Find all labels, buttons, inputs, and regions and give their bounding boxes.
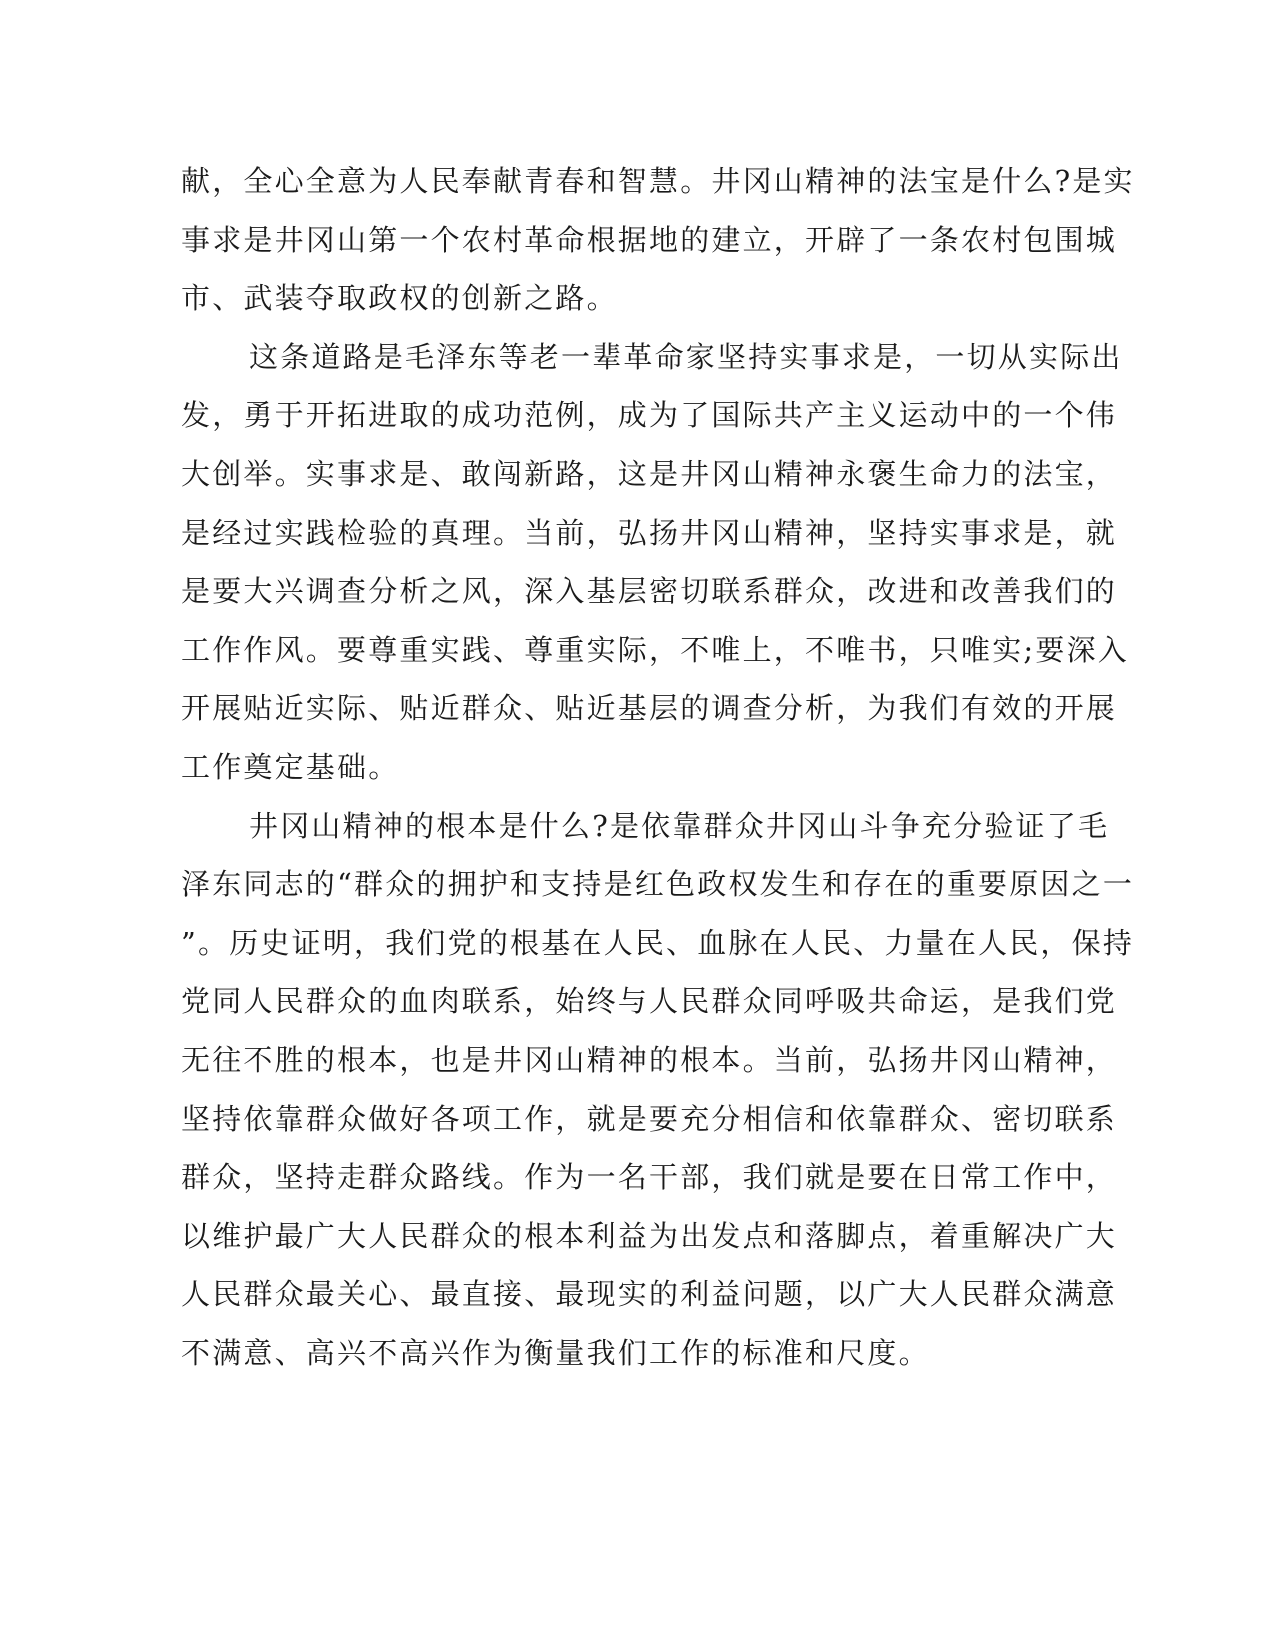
text-line: 以维护最广大人民群众的根本利益为出发点和落脚点，着重解决广大	[181, 1218, 1118, 1253]
paragraph-2	[181, 328, 1129, 797]
text-line: 群众，坚持走群众路线。作为一名干部，我们就是要在日常工作中，	[181, 1160, 1118, 1195]
text-line: 不满意、高兴不高兴作为衡量我们工作的标准和尺度。	[181, 1335, 930, 1370]
text-line: 坚持依靠群众做好各项工作，就是要充分相信和依靠群众、密切联系	[181, 1101, 1118, 1136]
text-line: 是要大兴调查分析之风，深入基层密切联系群众，改进和改善我们的	[181, 574, 1118, 609]
text-line: 发，勇于开拓进取的成功范例，成为了国际共产主义运动中的一个伟	[181, 398, 1118, 433]
text-line: 泽东同志的“群众的拥护和支持是红色政权发生和存在的重要原因之一	[181, 867, 1135, 902]
document-body	[181, 152, 1135, 1382]
text-line: 是经过实践检验的真理。当前，弘扬井冈山精神，坚持实事求是，就	[181, 515, 1118, 550]
text-line: 工作奠定基础。	[181, 749, 400, 784]
text-line: 工作作风。要尊重实践、尊重实际，不唯上，不唯书，只唯实;要深入	[181, 632, 1129, 667]
text-line: 市、武装夺取政权的创新之路。	[181, 281, 618, 316]
text-line: 大创举。实事求是、敢闯新路，这是井冈山精神永褒生命力的法宝，	[181, 456, 1118, 491]
text-line: 开展贴近实际、贴近群众、贴近基层的调查分析，为我们有效的开展	[181, 691, 1118, 726]
text-line: 井冈山精神的根本是什么?是依靠群众井冈山斗争充分验证了毛	[249, 808, 1110, 843]
text-line: 献，全心全意为人民奉献青春和智慧。井冈山精神的法宝是什么?是实	[181, 164, 1135, 198]
text-line: 事求是井冈山第一个农村革命根据地的建立，开辟了一条农村包围城	[181, 222, 1118, 257]
text-line: 人民群众最关心、最直接、最现实的利益问题，以广大人民群众满意	[181, 1277, 1118, 1312]
paragraph-1	[181, 152, 1135, 328]
text-line: 党同人民群众的血肉联系，始终与人民群众同呼吸共命运，是我们党	[181, 984, 1118, 1019]
text-line: 无往不胜的根本，也是井冈山精神的根本。当前，弘扬井冈山精神，	[181, 1042, 1118, 1077]
text-line: ”。历史证明，我们党的根基在人民、血脉在人民、力量在人民，保持	[181, 925, 1135, 960]
paragraph-3	[181, 797, 1135, 1383]
text-line: 这条道路是毛泽东等老一辈革命家坚持实事求是，一切从实际出	[249, 339, 1123, 374]
